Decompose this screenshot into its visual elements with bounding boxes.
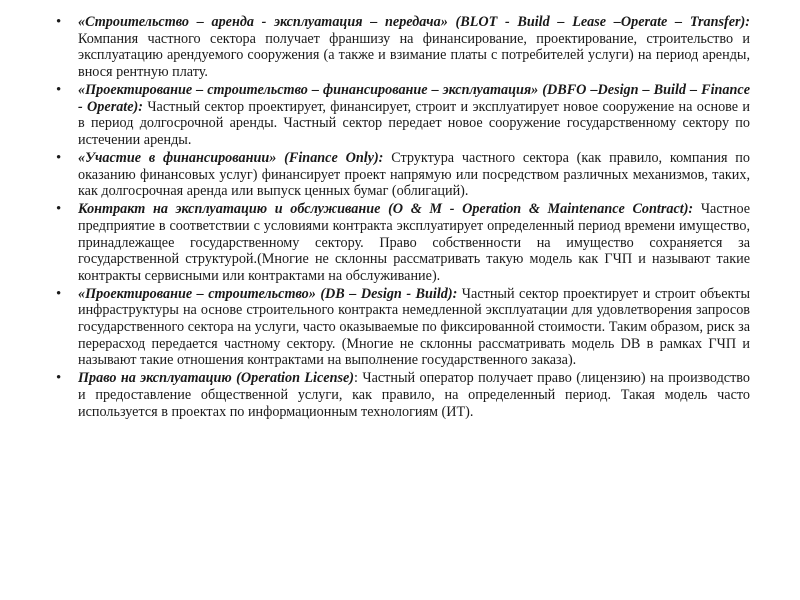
bullet-icon: • — [56, 370, 62, 387]
list-item-blot — [56, 14, 750, 80]
bullet-icon: • — [56, 201, 62, 218]
item-term: Право на эксплуатацию (Operation License) — [78, 370, 355, 387]
ppp-models-list — [56, 14, 750, 422]
item-term: Контракт на эксплуатацию и обслуживание (O & M - Operation & Maintenance Contract): — [78, 201, 694, 218]
item-text: Частный сектор проектирует и строит объекты инфраструктуры на основе строительного контракта немедленной эксплуатации для удовлетворения запросов государственного сектора на услуги, часто оказываемые по фиксированной стоимости. Таким образом, риск за перерасход передается частному сектору. (Многие не склонны рассматривать модель DB в рамках ГЧП и называют такие отношения контрактами на выполнение государственного заказа). — [78, 285, 750, 369]
list-item-finance-only — [56, 150, 750, 200]
item-text: Структура частного сектора (как правило, компания по оказанию финансовых услуг) финансирует проект напрямую или посредством различных механизмов, таких, как долгосрочная аренда или выпуск ценных бумаг (облигаций). — [78, 149, 750, 200]
list-item-operation-license — [56, 370, 750, 420]
item-text: : Частный оператор получает право (лицензию) на производство и предоставление общественной услуги, как правило, на определенный период. Такая модель часто используется в проектах по информационным технологиям (ИТ). — [78, 370, 750, 420]
bullet-icon: • — [56, 14, 62, 30]
item-term: «Строительство – аренда - эксплуатация – передача» (BLOT - Build – Lease –Operate – Transfer): — [78, 14, 750, 30]
bullet-icon: • — [56, 285, 62, 302]
item-term: «Проектирование – строительство – финансирование – эксплуатация» (DBFO –Design – Build – Finance - Operate): — [78, 81, 750, 115]
list-item-db — [56, 286, 750, 369]
item-text: Компания частного сектора получает франшизу на финансирование, проектирование, строительство и эксплуатацию арендуемого сооружения (а также и взимание платы с потребителей услуги) на период аренды, внося рентную плату. — [78, 30, 750, 80]
item-term: «Проектирование – строительство» (DB – Design - Build): — [78, 285, 458, 302]
bullet-icon: • — [56, 81, 62, 98]
list-item-om-contract — [56, 201, 750, 284]
item-text: Частное предприятие в соответствии с условиями контракта эксплуатирует определенный период времени имущество, принадлежащее государственному сектору. Право собственности на имущество сохраняется за государственной структурой.(Многие не склонны рассматривать такую модель как ГЧП и называют такие контракты сервисными или контрактами на обслуживание). — [78, 201, 751, 284]
item-term: «Участие в финансировании» (Finance Only): — [78, 149, 384, 166]
list-item-dbfo — [56, 82, 750, 148]
bullet-icon: • — [56, 149, 62, 166]
item-text: Частный сектор проектирует, финансирует, строит и эксплуатирует новое сооружение на основе и в период долгосрочной аренды. Частный сектор передает новое сооружение государственному сектору по истечении аренды. — [78, 98, 750, 148]
